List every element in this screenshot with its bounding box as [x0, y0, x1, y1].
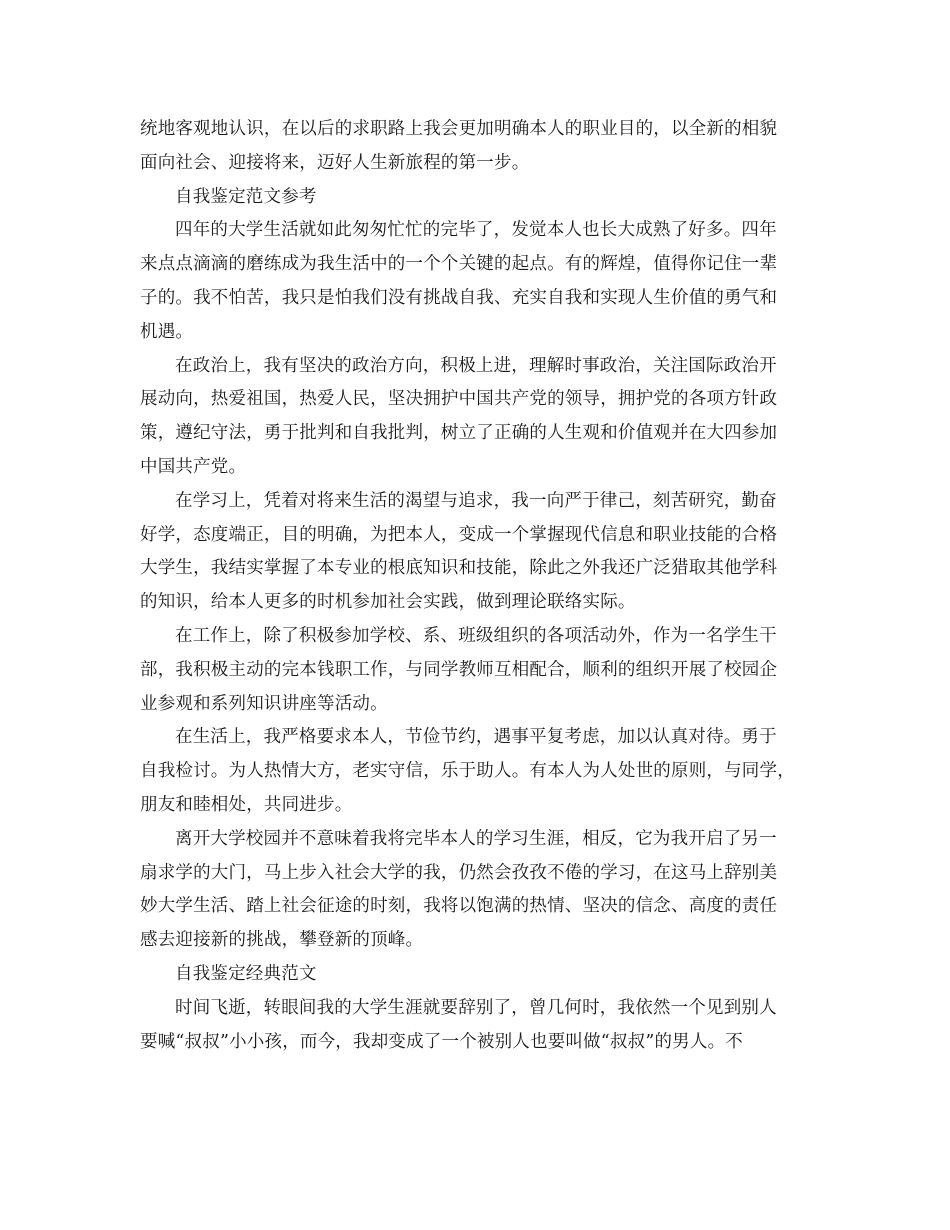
- paragraph-first-line: 自我鉴定经典范文: [175, 963, 317, 984]
- paragraph-line: 朋友和睦相处，共同进步。: [140, 794, 353, 815]
- paragraph-first-line: 时间飞逝，转眼间我的大学生涯就要辞别了，曾几何时，我依然一个见到别人: [175, 997, 777, 1018]
- document-body: [140, 113, 812, 1059]
- paragraph-line: 机遇。: [140, 321, 194, 342]
- paragraph-first-line: 在生活上，我严格要求本人，节俭节约，遇事平复考虑，加以认真对待。勇于: [175, 727, 777, 748]
- paragraph-first-line: 自我鉴定范文参考: [175, 186, 317, 207]
- paragraph-line: 面向社会、迎接将来，迈好人生新旅程的第一步。: [140, 152, 530, 173]
- paragraph-line: 的知识，给本人更多的时机参加社会实践，做到理论联络实际。: [140, 592, 636, 613]
- paragraph-line: 展动向，热爱祖国，热爱人民，坚决拥护中国共产党的领导，拥护党的各项方针政: [140, 389, 778, 410]
- paragraph-line: 策，遵纪守法，勇于批判和自我批判，树立了正确的人生观和价值观并在大四参加: [140, 423, 778, 444]
- paragraph-line: 扇求学的大门，马上步入社会大学的我，仍然会孜孜不倦的学习，在这马上辞别美: [140, 862, 778, 883]
- paragraph-first-line: 在工作上，除了积极参加学校、系、班级组织的各项活动外，作为一名学生干: [175, 625, 777, 646]
- paragraph-line: 子的。我不怕苦，我只是怕我们没有挑战自我、充实自我和实现人生价值的勇气和: [140, 287, 778, 308]
- paragraph-line: 来点点滴滴的磨练成为我生活中的一个个关键的起点。有的辉煌，值得你记住一辈: [140, 254, 778, 275]
- paragraph-line: 自我检讨。为人热情大方，老实守信，乐于助人。有本人为人处世的原则，与同学，: [140, 761, 795, 782]
- paragraph-line: 要喊“叔叔”小小孩，而今，我却变成了一个被别人也要叫做“叔叔”的男人。不: [140, 1031, 743, 1052]
- paragraph-first-line: 在学习上，凭着对将来生活的渴望与追求，我一向严于律己，刻苦研究，勤奋: [175, 490, 777, 511]
- paragraph-line: 中国共产党。: [140, 456, 247, 477]
- paragraph-line: 部，我积极主动的完本钱职工作，与同学教师互相配合，顺利的组织开展了校园企: [140, 659, 778, 680]
- paragraph-first-line: 四年的大学生活就如此匆匆忙忙的完毕了，发觉本人也长大成熟了好多。四年: [175, 220, 777, 241]
- paragraph-line: 妙大学生活、踏上社会征途的时刻，我将以饱满的热情、坚决的信念、高度的责任: [140, 896, 778, 917]
- paragraph-first-line: 在政治上，我有坚决的政治方向，积极上进，理解时事政治，关注国际政治开: [175, 355, 777, 376]
- paragraph-line: 感去迎接新的挑战，攀登新的顶峰。: [140, 930, 424, 951]
- paragraph-first-line: 离开大学校园并不意味着我将完毕本人的学习生涯，相反，它为我开启了另一: [175, 828, 777, 849]
- paragraph-line: 好学，态度端正，目的明确，为把本人，变成一个掌握现代信息和职业技能的合格: [140, 524, 778, 545]
- paragraph-line: 统地客观地认识，在以后的求职路上我会更加明确本人的职业目的，以全新的相貌: [140, 119, 778, 139]
- paragraph-line: 业参观和系列知识讲座等活动。: [140, 693, 388, 714]
- paragraph-line: 大学生，我结实掌握了本专业的根底知识和技能，除此之外我还广泛猎取其他学科: [140, 558, 778, 579]
